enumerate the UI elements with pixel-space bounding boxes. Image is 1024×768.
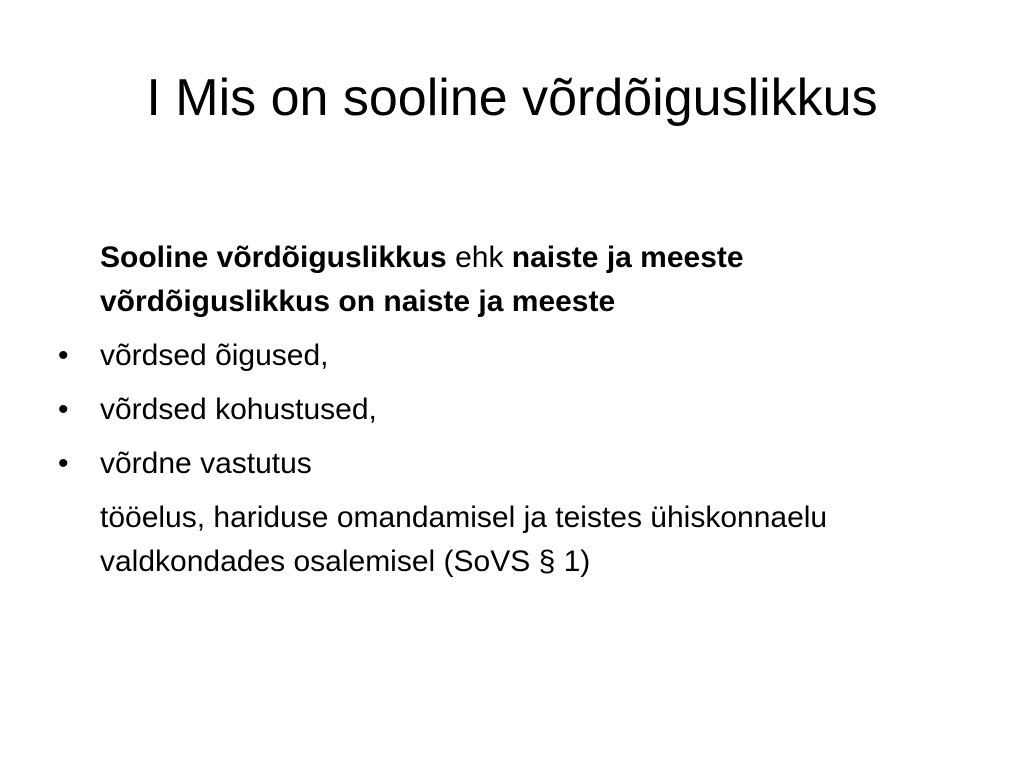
bullet-text: võrdsed kohustused,	[100, 393, 377, 426]
slide-body	[58, 236, 980, 594]
bullet-icon: •	[58, 393, 69, 426]
list-item	[58, 334, 980, 378]
intro-connector: ehk	[446, 241, 512, 274]
slide-title: I Mis on sooline võrdõiguslikkus	[146, 69, 878, 127]
bullet-text: võrdne vastutus	[100, 447, 312, 480]
intro-paragraph	[100, 236, 980, 324]
bullet-text: võrdsed õigused,	[100, 339, 329, 372]
list-item	[58, 442, 980, 486]
intro-term: Sooline võrdõiguslikkus	[100, 241, 447, 274]
bullet-icon: •	[58, 339, 69, 372]
bullet-icon: •	[58, 447, 69, 480]
list-item	[58, 388, 980, 432]
closing-paragraph: tööelus, hariduse omandamisel ja teistes ühiskonnaelu valdkondades osalemisel (SoVS § 1)	[100, 501, 828, 578]
intro-definition: naiste ja meeste võrdõiguslikkus on naiste ja meeste	[100, 241, 744, 318]
